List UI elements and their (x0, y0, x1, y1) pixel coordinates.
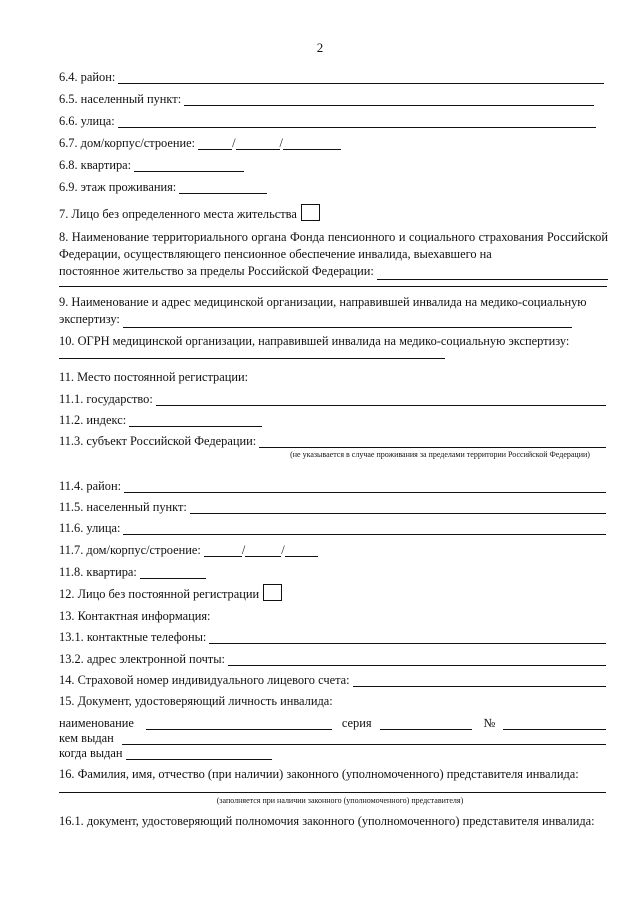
district-label: 6.4. район: (59, 70, 116, 84)
pension-body-block (59, 229, 608, 280)
district-row (59, 70, 604, 84)
no-registration-label: 12. Лицо без постоянной регистрации (59, 587, 260, 601)
reg-street-row (59, 521, 606, 535)
snils-label: 14. Страховой номер индивидуального лицевого счета: (59, 673, 350, 687)
reg-house-slash-2: / (281, 543, 285, 557)
representative-field[interactable] (59, 792, 606, 793)
id-doc-issuer-field[interactable] (122, 732, 606, 745)
house-slash-2: / (279, 136, 283, 150)
representative-label: 16. Фамилия, имя, отчество (при наличии) законного (уполномоченного) представителя инвалида: (59, 767, 579, 781)
id-doc-number-label: № (483, 716, 496, 730)
contact-title-row (59, 609, 608, 623)
reg-district-label: 11.4. район: (59, 479, 122, 493)
contact-title: 13. Контактная информация: (59, 609, 211, 623)
page-number: 2 (316, 40, 324, 55)
house-field[interactable] (198, 137, 232, 150)
reg-index-label: 11.2. индекс: (59, 413, 127, 427)
authority-doc-label: 16.1. документ, удостоверяющий полномочия законного (уполномоченного) представителя инвалида: (59, 814, 595, 828)
snils-row (59, 673, 606, 687)
reg-street-label: 11.6. улица: (59, 521, 121, 535)
id-doc-name-field[interactable] (146, 717, 332, 730)
reg-house-row (59, 543, 608, 557)
floor-row (59, 180, 608, 194)
representative-block (59, 766, 608, 783)
no-registration-row (59, 584, 608, 601)
reg-locality-row (59, 500, 606, 514)
med-org-label: 9. Наименование и адрес медицинской организации, направившей инвалида на медико-социальную (59, 295, 587, 309)
no-residence-label: 7. Лицо без определенного места жительства (59, 207, 297, 221)
email-label: 13.2. адрес электронной почты: (59, 652, 225, 666)
locality-row (59, 92, 594, 106)
pension-body-label: 8. Наименование территориального органа Фонда пенсионного и социального страхования Российской Федерации, осуществляющего пенсионное обеспечение инвалида, выехавшего на (59, 230, 608, 261)
id-doc-title: 15. Документ, удостоверяющий личность инвалида: (59, 694, 333, 708)
reg-apartment-label: 11.8. квартира: (59, 565, 137, 579)
reg-house-field[interactable] (204, 544, 242, 557)
apartment-row (59, 158, 608, 172)
reg-locality-field[interactable] (190, 501, 606, 514)
phones-label: 13.1. контактные телефоны: (59, 630, 207, 644)
apartment-field[interactable] (134, 159, 244, 172)
registration-title-row (59, 370, 608, 384)
representative-note: (заполняется при наличии законного (уполномоченного) представителя) (216, 796, 464, 805)
district-field[interactable] (118, 71, 604, 84)
email-field[interactable] (228, 653, 606, 666)
locality-field[interactable] (184, 93, 594, 106)
med-org-block (59, 294, 608, 328)
ogrn-field[interactable] (59, 358, 445, 359)
id-doc-title-row (59, 694, 608, 708)
house-label: 6.7. дом/корпус/строение: (59, 136, 196, 150)
building-field[interactable] (236, 137, 280, 150)
med-org-field[interactable] (123, 315, 572, 328)
phones-row (59, 630, 606, 644)
snils-field[interactable] (353, 674, 606, 687)
reg-district-row (59, 479, 606, 493)
id-doc-number-field[interactable] (503, 717, 606, 730)
reg-subject-field[interactable] (259, 435, 606, 448)
pension-body-field[interactable] (377, 267, 608, 280)
id-doc-series-field[interactable] (380, 717, 472, 730)
floor-field[interactable] (179, 181, 267, 194)
reg-country-label: 11.1. государство: (59, 392, 153, 406)
house-slash-1: / (232, 136, 236, 150)
street-field[interactable] (118, 115, 596, 128)
id-doc-issuer-row (59, 731, 606, 745)
ogrn-block (59, 333, 608, 350)
floor-label: 6.9. этаж проживания: (59, 180, 177, 194)
email-row (59, 652, 606, 666)
no-registration-checkbox[interactable] (263, 584, 282, 601)
reg-index-field[interactable] (129, 414, 262, 427)
street-row (59, 114, 596, 128)
structure-field[interactable] (283, 137, 341, 150)
reg-subject-row (59, 434, 606, 448)
reg-country-field[interactable] (156, 393, 606, 406)
reg-country-row (59, 392, 606, 406)
med-org-tail: экспертизу: (59, 312, 120, 326)
id-doc-date-field[interactable] (126, 747, 272, 760)
pension-body-field-line2[interactable] (59, 286, 607, 287)
reg-apartment-row (59, 565, 608, 579)
reg-subject-note: (не указывается в случае проживания за пределами территории Российской Федерации) (290, 450, 590, 459)
reg-district-field[interactable] (124, 480, 606, 493)
no-residence-checkbox[interactable] (301, 204, 320, 221)
no-residence-row (59, 204, 608, 221)
authority-doc-block (59, 813, 608, 830)
locality-label: 6.5. населенный пункт: (59, 92, 182, 106)
id-doc-series-label: серия (341, 716, 372, 730)
reg-index-row (59, 413, 608, 427)
reg-building-field[interactable] (245, 544, 281, 557)
reg-house-slash-1: / (241, 543, 246, 557)
id-doc-issuer-label: кем выдан (59, 731, 114, 745)
reg-house-label: 11.7. дом/корпус/строение: (59, 543, 201, 557)
ogrn-label: 10. ОГРН медицинской организации, направившей инвалида на медико-социальную экспертизу: (59, 334, 570, 348)
reg-apartment-field[interactable] (140, 566, 206, 579)
id-doc-name-label: наименование (59, 716, 134, 730)
reg-locality-label: 11.5. населенный пункт: (59, 500, 187, 514)
id-doc-date-label: когда выдан (59, 746, 123, 760)
apartment-label: 6.8. квартира: (59, 158, 132, 172)
house-row (59, 136, 608, 150)
street-label: 6.6. улица: (59, 114, 115, 128)
phones-field[interactable] (209, 631, 606, 644)
reg-subject-label: 11.3. субъект Российской Федерации: (59, 434, 257, 448)
id-doc-name-row (59, 716, 606, 730)
reg-structure-field[interactable] (285, 544, 318, 557)
reg-street-field[interactable] (123, 522, 606, 535)
pension-body-tail: постоянное жительство за пределы Российской Федерации: (59, 264, 374, 278)
registration-title: 11. Место постоянной регистрации: (59, 370, 249, 384)
id-doc-date-row (59, 746, 608, 760)
